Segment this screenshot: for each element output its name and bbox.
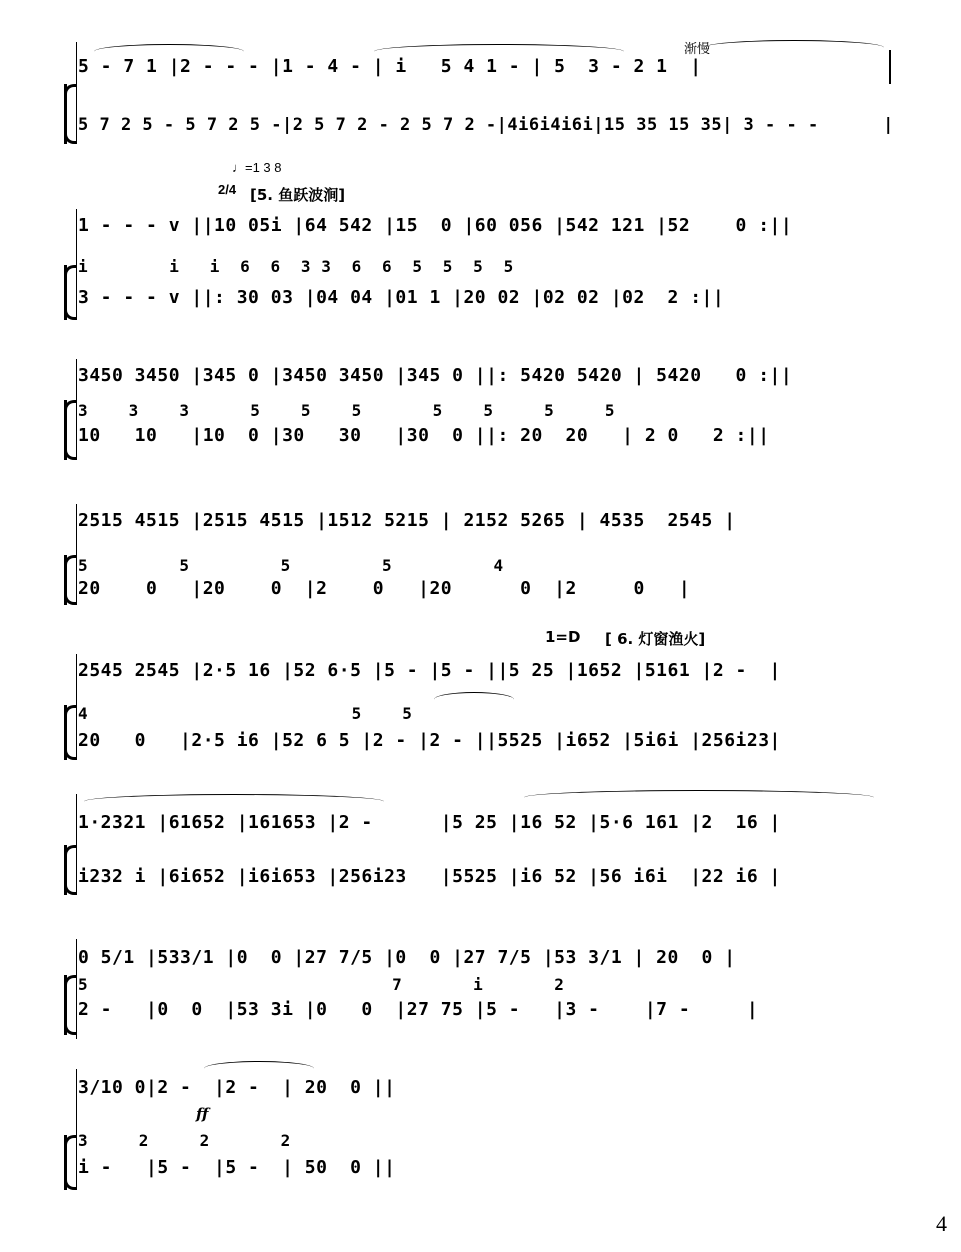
melody-row: 1 - - - v ||10 05i |64 542 |15 0 |60 056 |542 121 |52 0 :|| bbox=[78, 215, 793, 236]
melody-row: 0 5/1 |533/1 |0 0 |27 7/5 |0 0 |27 7/5 |53 3/1 | 20 0 | bbox=[78, 947, 736, 968]
accompaniment-upper-row: i i i 6 6 3 3 6 6 5 5 5 5 bbox=[78, 257, 514, 276]
section-6-title: [ 6. 灯窗渔火] bbox=[605, 630, 706, 648]
accompaniment-row: 2 - |0 0 |53 3i |0 0 |27 75 |5 - |3 - |7 - | bbox=[78, 999, 759, 1020]
time-signature: 2/4 bbox=[218, 182, 237, 197]
accompaniment-row: 20 0 |2·5 i6 |52 6 5 |2 - |2 - ||5525 |i652 |5i6i |256i23| bbox=[78, 730, 781, 751]
system-line bbox=[76, 209, 77, 319]
slur bbox=[524, 790, 874, 805]
tempo-marking: 渐慢 bbox=[684, 41, 711, 56]
accompaniment-upper-row: 5 7 i 2 bbox=[78, 975, 565, 994]
accompaniment-row: i - |5 - |5 - | 50 0 || bbox=[78, 1157, 396, 1178]
score-system-6 bbox=[64, 790, 891, 900]
system-line bbox=[76, 794, 77, 894]
melody-row: 2515 4515 |2515 4515 |1512 5215 | 2152 5265 | 4535 2545 | bbox=[78, 510, 736, 531]
system-line bbox=[76, 939, 77, 1039]
barline bbox=[889, 50, 891, 84]
page-number: 4 bbox=[936, 1211, 947, 1236]
metronome-marking: ♩=1 3 8 bbox=[232, 160, 282, 175]
score-system-2 bbox=[64, 205, 891, 320]
system-line bbox=[76, 359, 77, 459]
melody-row: 3450 3450 |345 0 |3450 3450 |345 0 ||: 5420 5420 | 5420 0 :|| bbox=[78, 365, 793, 386]
accompaniment-row: i232 i |6i652 |i6i653 |256i23 |5525 |i6 52 |56 i6i |22 i6 | bbox=[78, 866, 781, 887]
system-line bbox=[76, 504, 77, 604]
accompaniment-upper-row: 3 2 2 2 bbox=[78, 1131, 291, 1150]
system-line bbox=[76, 654, 77, 759]
melody-row: 5 - 7 1 |2 - - - |1 - 4 - | i 5 4 1 - | 5 3 - 2 1 | bbox=[78, 56, 702, 77]
melody-row: 1·2321 |61652 |161653 |2 - |5 25 |16 52 |5·6 161 |2 16 | bbox=[78, 812, 781, 833]
score-system-3 bbox=[64, 355, 891, 465]
accompaniment-row: 3 - - - v ||: 30 03 |04 04 |01 1 |20 02 |02 02 |02 2 :|| bbox=[78, 287, 725, 308]
accompaniment-row: 10 10 |10 0 |30 30 |30 0 ||: 20 20 | 2 0 2 :|| bbox=[78, 425, 770, 446]
key-signature: 1=D bbox=[545, 628, 581, 646]
accompaniment-upper-row: 3 3 3 5 5 5 5 5 5 5 bbox=[78, 401, 616, 420]
system-line bbox=[76, 42, 77, 142]
melody-row: 2545 2545 |2·5 16 |52 6·5 |5 - |5 - ||5 25 |1652 |5161 |2 - | bbox=[78, 660, 781, 681]
melody-row: 3/10 0|2 - |2 - | 20 0 || bbox=[78, 1077, 396, 1098]
score-system-5 bbox=[64, 650, 891, 765]
accompaniment-upper-row: 4 5 5 bbox=[78, 704, 413, 723]
accompaniment-row: 20 0 |20 0 |2 0 |20 0 |2 0 | bbox=[78, 578, 691, 599]
accompaniment-row: 5 7 2 5 - 5 7 2 5 -|2 5 7 2 - 2 5 7 2 -|4i6i4i6i|15 35 15 35| 3 - - - | bbox=[78, 115, 894, 135]
section-5-title: [5. 鱼跃波涧] bbox=[250, 186, 346, 204]
system-line bbox=[76, 1069, 77, 1189]
accompaniment-upper-row: 5 5 5 5 4 bbox=[78, 556, 504, 575]
score-system-4 bbox=[64, 500, 891, 610]
dynamic-marking: ff bbox=[196, 1105, 209, 1123]
score-system-1 bbox=[64, 38, 894, 148]
score-system-8 bbox=[64, 1065, 541, 1195]
score-system-7 bbox=[64, 935, 891, 1045]
